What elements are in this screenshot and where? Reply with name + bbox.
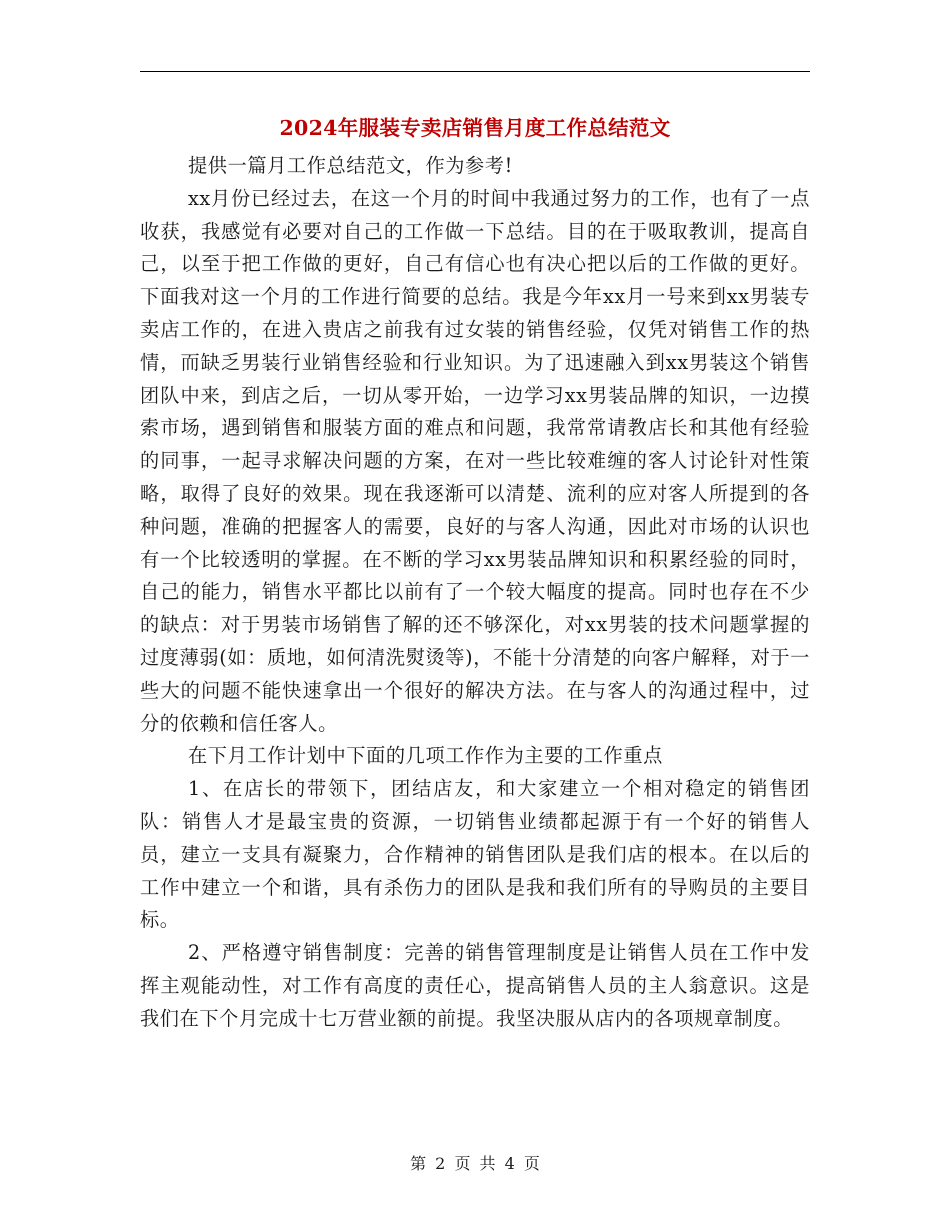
document-body	[140, 150, 810, 1036]
plan-item-2-paragraph: 2、严格遵守销售制度：完善的销售管理制度是让销售人员在工作中发挥主观能动性，对工作有高度的责任心，提高销售人员的主人翁意识。这是我们在下个月完成十七万营业额的前提。我坚决服从店内的各项规章制度。	[140, 941, 810, 1030]
intro-paragraph: 提供一篇月工作总结范文，作为参考!	[188, 154, 513, 177]
plan-item-1-paragraph: 1、在店长的带领下，团结店友，和大家建立一个相对稳定的销售团队：销售人才是最宝贵的资源，一切销售业绩都起源于有一个好的销售人员，建立一支具有凝聚力，合作精神的销售团队是我们店的根本。在以后的工作中建立一个和谐，具有杀伤力的团队是我和我们所有的导购员的主要目标。	[140, 777, 810, 932]
document-title: 2024年服装专卖店销售月度工作总结范文	[279, 116, 671, 140]
page-number: 第 2 页 共 4 页	[410, 1154, 540, 1173]
header-rule	[140, 71, 810, 72]
summary-paragraph: xx月份已经过去，在这一个月的时间中我通过努力的工作，也有了一点收获，我感觉有必要对自己的工作做一下总结。目的在于吸取教训，提高自己，以至于把工作做的更好，自己有信心也有决心把以后的工作做的更好。下面我对这一个月的工作进行简要的总结。我是今年xx月一号来到xx男装专卖店工作的，在进入贵店之前我有过女装的销售经验，仅凭对销售工作的热情，而缺乏男装行业销售经验和行业知识。为了迅速融入到xx男装这个销售团队中来，到店之后，一切从零开始，一边学习xx男装品牌的知识，一边摸索市场，遇到销售和服装方面的难点和问题，我常常请教店长和其他有经验的同事，一起寻求解决问题的方案，在对一些比较难缠的客人讨论针对性策略，取得了良好的效果。现在我逐渐可以清楚、流利的应对客人所提到的各种问题，准确的把握客人的需要，良好的与客人沟通，因此对市场的认识也有一个比较透明的掌握。在不断的学习xx男装品牌知识和积累经验的同时，自己的能力，销售水平都比以前有了一个较大幅度的提高。同时也存在不少的缺点：对于男装市场销售了解的还不够深化，对xx男装的技术问题掌握的过度薄弱(如：质地，如何清洗熨烫等)，不能十分清楚的向客户解释，对于一些大的问题不能快速拿出一个很好的解决方法。在与客人的沟通过程中，过分的依赖和信任客人。	[140, 186, 810, 735]
plan-heading-paragraph: 在下月工作计划中下面的几项工作作为主要的工作重点	[188, 744, 663, 768]
